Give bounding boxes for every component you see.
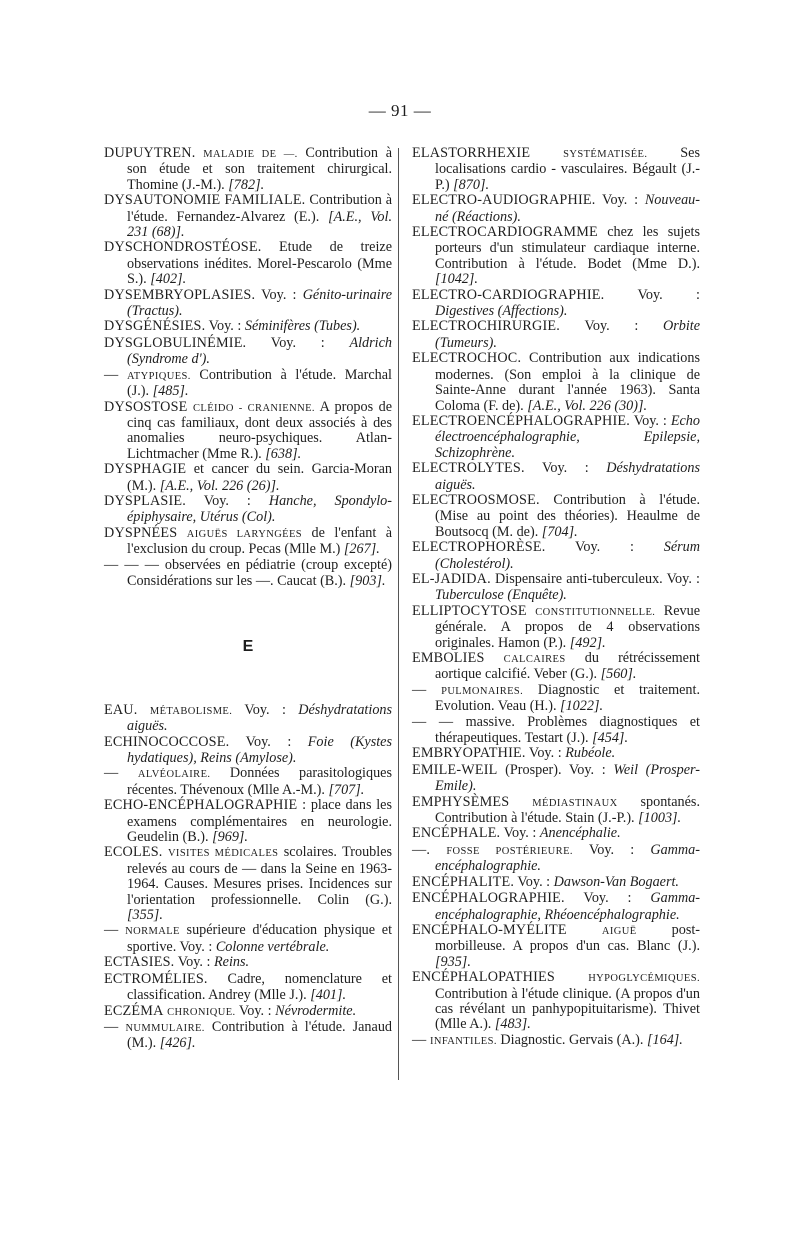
index-entry (412, 604, 700, 651)
entry-subheading: CALCAIRES (503, 654, 566, 665)
index-entry (104, 972, 392, 1004)
entry-reference: [704]. (541, 523, 578, 540)
left-column (104, 146, 392, 1052)
entry-heading: EMILE-WEIL (412, 761, 498, 778)
entry-reference: Déshydratations aiguës. (127, 701, 393, 735)
entry-reference: [782]. (228, 176, 265, 193)
entry-text: Etude de treize observations inédites. Morel-Pescarolo (Mme S.). (127, 239, 392, 288)
entry-reference: [1042]. (435, 271, 478, 288)
index-entry (104, 798, 392, 845)
entry-reference: [560]. (600, 666, 637, 683)
entry-subheading: NORMALE (125, 926, 180, 938)
entry-reference: [454]. (592, 730, 628, 747)
entry-reference: [A.E., Vol. 226 (30)]. (527, 397, 648, 414)
entry-subheading: AIGUËS LARYNGÉES (186, 528, 303, 540)
entry-text: Revue générale. A propos de 4 observations originales. Hamon (P.). (435, 602, 701, 651)
entry-subheading: CONSTITUTIONNELLE. (535, 606, 656, 618)
entry-text: Voy. : (203, 492, 251, 509)
entry-subheading: FOSSE POSTÉRIEURE. (446, 845, 573, 857)
entry-text: Cadre, nomenclature et classification. Andrey (Mlle J.). (127, 970, 392, 1004)
entry-text: Contribution à l'étude. Janaud (M.). (127, 1018, 393, 1052)
entry-heading: EL-JADIDA. (412, 570, 491, 587)
entry-subheading: SYSTÉMATISÉE. (563, 149, 648, 160)
entry-text: supérieure d'éducation physique et sportive. Voy. : (127, 922, 393, 955)
entry-heading: — (412, 1031, 427, 1048)
entry-reference: Dawson-Van Bogaert. (553, 873, 679, 890)
entry-reference: Déshydratations aiguës. (435, 460, 701, 493)
entry-text: Voy. : (633, 412, 667, 429)
entry-reference: Tuberculose (Enquête). (435, 587, 567, 604)
entry-heading: DYSCHONDROSTÉOSE. (104, 239, 262, 256)
entry-text: Contribution à l'étude. Fernandez-Alvarez (E.). (127, 192, 392, 225)
entry-subheading: HYPOGLYCÉMIQUES. (588, 973, 700, 985)
entry-heading: ECZÉMA (104, 1002, 164, 1019)
entry-reference: [426]. (159, 1035, 196, 1052)
entry-text: Voy. : (584, 318, 639, 335)
entry-text: chez les sujets porteurs d'un stimulateur cardiaque interne. Contribution à l'étude. Bodet (Mme D.). (435, 224, 701, 272)
index-entry (412, 193, 700, 225)
entry-reference: [402]. (150, 271, 187, 288)
entry-text: du rétrécissement aortique calcifié. Veber (G.). (435, 650, 700, 683)
index-entry (412, 683, 700, 715)
entry-text: Voy. : (261, 286, 297, 303)
entry-heading: EMBOLIES (412, 650, 485, 666)
entry-subheading: NUMMULAIRE. (125, 1022, 205, 1034)
entry-reference: Colonne vertébrale. (215, 938, 330, 955)
entry-subheading: ALVÉOLAIRE. (137, 769, 211, 781)
index-entry (412, 715, 700, 747)
index-entry (412, 146, 700, 193)
entry-heading: DUPUYTREN. (104, 145, 196, 161)
entry-heading: ELECTROOSMOSE. (412, 491, 540, 508)
index-entry (104, 368, 392, 400)
entry-reference: Rubéole. (565, 745, 616, 762)
right-column (412, 146, 700, 1049)
index-entry (104, 766, 392, 798)
entries-d (104, 146, 392, 589)
index-entry (412, 351, 700, 414)
entry-heading: ELECTROCARDIOGRAMME (412, 224, 598, 241)
index-entry (104, 955, 392, 971)
entry-heading: DYSAUTONOMIE FAMILIALE. (104, 192, 306, 209)
entry-heading: — (412, 681, 427, 698)
entry-heading: ECOLES. (104, 844, 163, 861)
entry-subheading: VISITES MÉDICALES (167, 848, 279, 860)
entry-text: (Prosper). Voy. : (505, 761, 606, 778)
entry-heading: ECTASIES. (104, 954, 175, 971)
entry-reference: Gamma-encéphalographie. (435, 841, 700, 875)
index-entry (412, 826, 700, 842)
entry-reference: Génito-urinaire (Tractus). (127, 286, 393, 320)
entry-text: : place dans les examens complémentaires en neurologie. Geudelin (B.). (127, 797, 392, 846)
index-entry (104, 1020, 392, 1052)
entry-heading: ELLIPTOCYTOSE (412, 602, 527, 619)
entry-heading: DYSPHAGIE (104, 461, 187, 478)
entry-reference: [638]. (265, 445, 302, 462)
entry-text: Contribution à l'étude. (Mise au point des théories). Heaulme de Boutsocq (M. de). (435, 491, 700, 540)
entry-heading: ELECTRO-CARDIOGRAPHIE. (412, 286, 605, 303)
entry-heading: — (104, 366, 119, 383)
entry-heading: — (104, 1018, 119, 1035)
entry-heading: DYSPLASIE. (104, 492, 187, 509)
entry-text: Contribution à l'étude. Marchal (J.). (127, 366, 392, 400)
entry-text: massive. Problèmes diagnostiques et thérapeutiques. Testart (J.). (435, 713, 700, 747)
index-entry (412, 843, 700, 875)
entry-text: Contribution à l'étude clinique. (A propos d'un cas révélant un panhypopituitarisme). Thivet (Mlle A.). (435, 985, 700, 1033)
entry-reference: [A.E., Vol. 226 (26)]. (159, 477, 280, 494)
entry-reference: [483]. (494, 1016, 531, 1033)
index-entry (104, 400, 392, 463)
index-entry (412, 414, 700, 461)
section-letter: E (242, 638, 254, 656)
entry-text: Voy. : (238, 1002, 272, 1019)
index-entry (412, 746, 700, 762)
entry-text: Diagnostic et traitement. Evolution. Veau (H.). (435, 681, 701, 715)
entry-text: scolaires. Troubles relevés au cours de — dans la Seine en 1963-1964. Causes. Mesures prises. Incidences sur l'orientation professionnelle. Colin (G.). (127, 844, 393, 908)
entry-text: Voy. : (270, 334, 325, 351)
entry-heading: ELECTROLYTES. (412, 460, 525, 477)
entry-heading: — — (412, 713, 454, 730)
index-entry (412, 319, 700, 351)
entry-text: Voy. : (528, 745, 562, 762)
entry-reference: [A.E., Vol. 231 (68)]. (127, 208, 393, 241)
entry-heading: ECHO-ENCÉPHALOGRAPHIE (104, 797, 298, 814)
entry-heading: ECTROMÉLIES. (104, 970, 208, 987)
index-entry (104, 558, 392, 590)
index-entry (412, 288, 700, 320)
entry-text: Données parasitologiques récentes. Thévenoux (Mlle A.-M.). (127, 765, 392, 798)
entry-reference: [492]. (569, 634, 606, 651)
entry-heading: ENCÉPHALE. (412, 825, 501, 842)
entry-subheading: INFANTILES. (429, 1035, 497, 1047)
entry-heading: ELECTROENCÉPHALOGRAPHIE. (412, 412, 631, 429)
entry-text: Voy. : (574, 539, 634, 556)
index-entry (412, 763, 700, 795)
entry-heading: —. (412, 841, 431, 858)
entry-text: Voy. : (177, 954, 211, 971)
entry-subheading: MÉTABOLISME. (149, 705, 233, 717)
index-entry (412, 540, 700, 572)
entry-reference: [401]. (310, 987, 347, 1004)
entry-text: Dispensaire anti-tuberculeux. Voy. : (495, 570, 700, 587)
column-divider (398, 148, 399, 1080)
entry-heading: ELECTROCHOC. (412, 350, 522, 367)
entry-subheading: MÉDIASTINAUX (532, 797, 618, 809)
entry-reference: [1003]. (638, 810, 682, 827)
entry-reference: Digestives (Affections). (435, 303, 568, 320)
entry-heading: ENCÉPHALOGRAPHIE. (412, 890, 565, 907)
entry-heading: ENCÉPHALITE. (412, 873, 515, 890)
entry-heading: ELECTRO-AUDIOGRAPHIE. (412, 192, 596, 209)
index-entry (104, 735, 392, 767)
entry-subheading: MALADIE DE —. (203, 149, 298, 160)
entry-reference: [935]. (435, 953, 471, 970)
entry-text: Voy. : (517, 873, 551, 890)
entry-reference: [870]. (453, 176, 490, 193)
entry-reference: [164]. (646, 1031, 683, 1048)
entry-reference: [969]. (212, 829, 248, 846)
entry-reference: Reins. (214, 954, 250, 971)
entry-subheading: PULMONAIRES. (441, 685, 524, 697)
entries-e-continued (412, 146, 700, 1049)
entry-reference: [355]. (127, 907, 163, 924)
index-entry (412, 1033, 700, 1049)
index-entry (412, 493, 700, 540)
index-entry (412, 875, 700, 891)
entry-reference: Gamma-encéphalographie, Rhéoencéphalographie. (435, 890, 701, 923)
entry-heading: EMPHYSÈMES (412, 793, 510, 810)
entry-text: Voy. : (208, 318, 242, 335)
entry-heading: DYSPNÉES (104, 524, 178, 541)
entry-reference: Nouveau-né (Réactions). (435, 192, 701, 225)
index-entry (104, 1004, 392, 1020)
entry-reference: [267]. (343, 541, 380, 558)
entry-text: Voy. : (637, 286, 700, 303)
entry-text: A propos de cinq cas familiaux, dont deux associés à des anomalies neuro-psychiques. Atlan-Lichtmacher (Mme R.). (127, 398, 392, 462)
entry-text: Ses localisations cardio - vasculaires. Bégault (J.-P.) (435, 145, 701, 193)
index-entry (104, 845, 392, 923)
entry-heading: ENCÉPHALO-MYÉLITE (412, 921, 567, 938)
entry-reference: Foie (Kystes hydatiques), Reins (Amylose). (127, 733, 392, 766)
entry-reference: Sérum (Cholestérol). (435, 539, 701, 572)
entry-text: Voy. : (503, 825, 537, 842)
entry-reference: Anencéphalie. (539, 825, 621, 842)
entry-heading: DYSEMBRYOPLASIES. (104, 286, 256, 303)
entry-heading: DYSGÉNÉSIES. (104, 318, 206, 335)
index-entry (412, 461, 700, 493)
entries-e (104, 703, 392, 1052)
index-entry (104, 494, 392, 526)
entry-text: Contribution à son étude et son traitement chirurgical. Thomine (J.-M.). (127, 145, 392, 193)
entry-text: de l'enfant à l'exclusion du croup. Pecas (Mlle M.) (127, 524, 393, 558)
entry-reference: Séminifères (Tubes). (244, 318, 361, 335)
entry-reference: Orbite (Tumeurs). (435, 318, 701, 351)
entry-text: Voy. : (245, 733, 292, 750)
entry-text: spontanés. Contribution à l'étude. Stain (J.-P.). (435, 793, 700, 827)
entry-text: Voy. : (244, 701, 286, 718)
index-entry (104, 193, 392, 240)
entry-heading: — (104, 765, 119, 782)
index-entry (412, 923, 700, 970)
entry-subheading: CLÉIDO - CRANIENNE. (192, 402, 315, 414)
entry-heading: ECHINOCOCCOSE. (104, 733, 230, 750)
entry-heading: — (104, 922, 119, 939)
entry-subheading: ATYPIQUES. (126, 370, 191, 382)
index-entry (104, 336, 392, 368)
entry-heading: DYSGLOBULINÉMIE. (104, 334, 247, 351)
entry-text: Diagnostic. Gervais (A.). (500, 1031, 644, 1048)
index-entry (104, 319, 392, 335)
entry-text: Voy. : (588, 841, 635, 858)
entry-text: Voy. : (583, 890, 632, 907)
entry-reference: Hanche, Spondylo-épiphysaire, Utérus (Col). (127, 492, 393, 526)
entry-reference: Aldrich (Syndrome d'). (127, 334, 392, 368)
index-entry (104, 526, 392, 558)
index-entry (412, 572, 700, 604)
entry-heading: — — — (104, 556, 160, 573)
entry-subheading: AIGUË (601, 925, 637, 937)
entry-reference: [707]. (328, 781, 365, 798)
index-entry (104, 703, 392, 735)
index-entry (104, 462, 392, 494)
index-entry (104, 240, 392, 287)
entry-text: et cancer du sein. Garcia-Moran (M.). (127, 461, 393, 494)
page-number: — 91 — (368, 101, 432, 120)
index-entry (412, 651, 700, 683)
entry-reference: [1022]. (560, 698, 604, 715)
entry-reference: Névrodermite. (275, 1002, 357, 1019)
entry-reference: Weil (Prosper-Emile). (435, 761, 701, 795)
entry-text: observées en pédiatrie (croup excepté) Considérations sur les —. Caucat (B.). (127, 556, 393, 589)
index-entry (104, 146, 392, 193)
entry-heading: EMBRYOPATHIE. (412, 745, 526, 762)
index-entry (412, 795, 700, 827)
index-entry (104, 923, 392, 955)
entry-reference: [903]. (349, 572, 386, 589)
entry-heading: EAU. (104, 701, 138, 718)
entry-text: Contribution aux indications modernes. (Son emploi à la clinique de Sainte-Anne durant l'année 1963). Santa Coloma (F. de). (435, 350, 700, 414)
entry-heading: ELASTORRHEXIE (412, 145, 531, 161)
entry-heading: ENCÉPHALOPATHIES (412, 969, 555, 986)
entry-reference: [485]. (152, 383, 189, 400)
entry-heading: DYSOSTOSE (104, 398, 188, 415)
index-entry (104, 288, 392, 320)
entry-heading: ELECTROPHORÈSE. (412, 539, 546, 556)
index-entry (412, 225, 700, 288)
index-entry (412, 891, 700, 923)
entry-heading: ELECTROCHIRURGIE. (412, 318, 561, 335)
entry-text: Voy. : (541, 460, 589, 477)
entry-text: Voy. : (602, 192, 639, 209)
index-entry (412, 970, 700, 1033)
entry-reference: Echo électroencéphalographie, Epilepsie, Schizophrène. (435, 412, 700, 461)
entry-subheading: CHRONIQUE. (167, 1006, 236, 1018)
entry-text: post-morbilleuse. A propos d'un cas. Blanc (J.). (435, 921, 701, 955)
